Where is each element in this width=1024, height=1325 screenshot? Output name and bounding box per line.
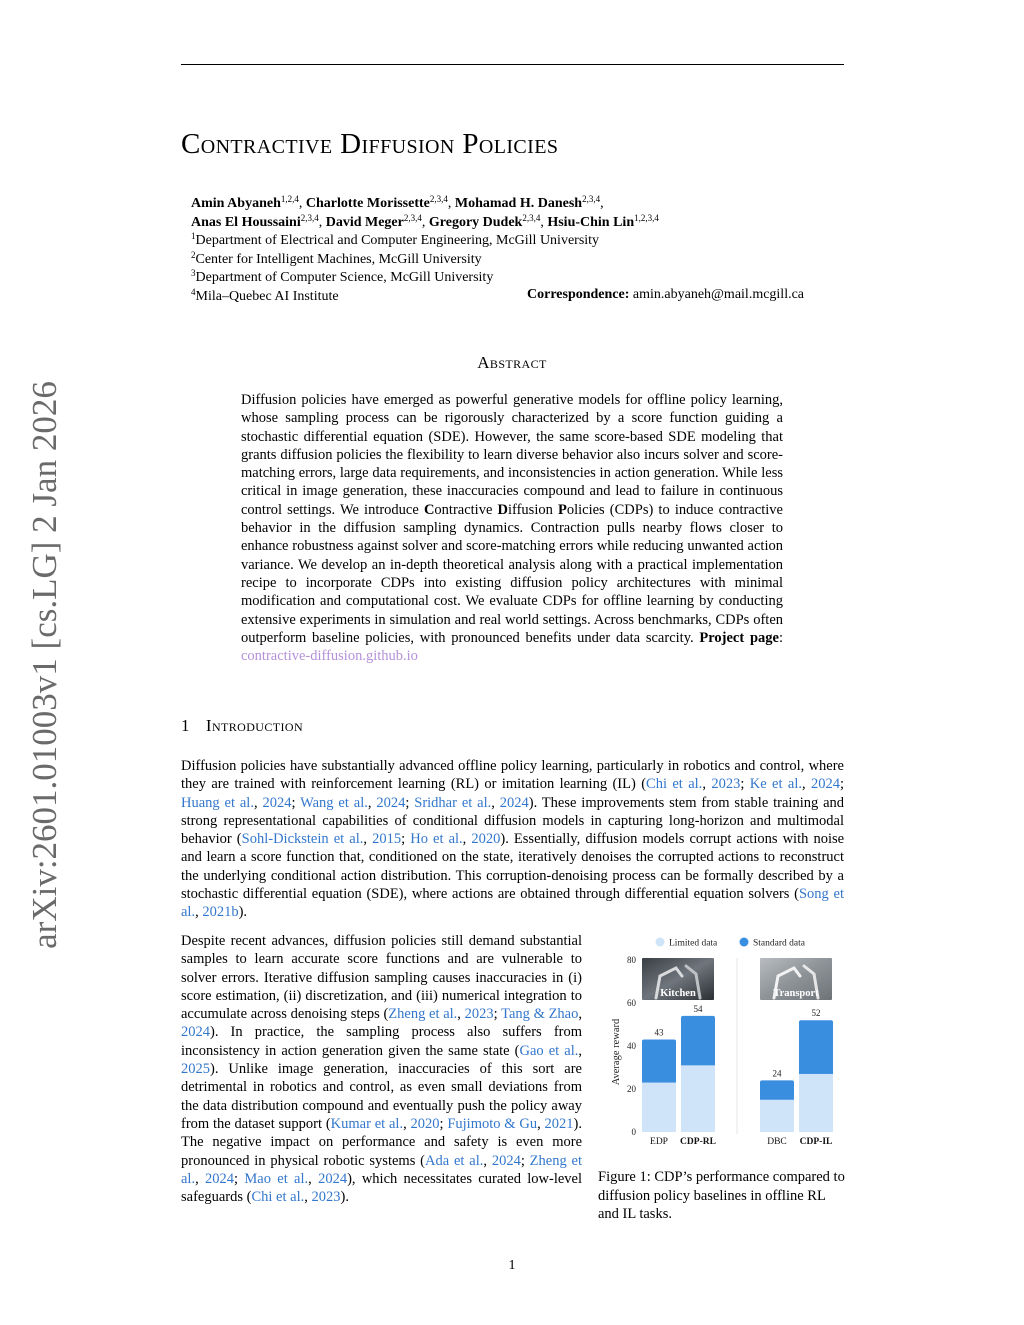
author-sep: , [298, 196, 306, 211]
task-thumbnail [760, 958, 832, 1000]
body-text: , [304, 1189, 312, 1206]
section-heading [181, 716, 303, 736]
citation-link[interactable]: 2020 [410, 1115, 440, 1132]
citation-link[interactable]: 2023 [464, 1006, 494, 1023]
author-affil-sup: 2,3,4 [300, 213, 319, 223]
author-sep: , [421, 215, 429, 230]
citation-link[interactable]: Gao et al. [519, 1042, 579, 1059]
author-affil-sup: 1,2,4 [280, 194, 299, 204]
citation-link[interactable]: 2024 [491, 1152, 521, 1169]
body-text: ; [234, 1170, 245, 1187]
citation-link[interactable]: Fujimoto & Gu [447, 1115, 538, 1132]
body-text: Despite recent advances, diffusion policies still demand substantial samples to learn accurate score functions and are vulnerable to solver errors. Iterative diffusion sampling causes inaccuracies in (i) score estimation, (ii) discretization, and (iii) numerical integration to accumulate across denoising steps ( [181, 933, 582, 1023]
header-rule [181, 64, 844, 65]
section-number: 1 [181, 716, 190, 735]
body-text: ; [405, 794, 415, 811]
legend-label: Standard data [753, 938, 805, 949]
affil-text: Department of Computer Science, McGill University [195, 270, 494, 286]
paper-title: Contractive Diffusion Policies [181, 128, 559, 160]
acronym-letter: C [423, 501, 435, 518]
author-affil-sup: 2,3,4 [429, 194, 448, 204]
author-name: Charlotte Morissette [305, 196, 430, 211]
y-tick-label: 20 [627, 1084, 636, 1094]
section-title: Introduction [205, 716, 304, 735]
body-text: ). [340, 1189, 349, 1206]
body-text: , [702, 776, 712, 793]
page-number: 1 [508, 1258, 516, 1273]
citation-link[interactable]: Sridhar et al. [414, 794, 492, 811]
x-tick-label: EDP [650, 1137, 668, 1147]
citation-link[interactable]: Sohl-Dickstein et al. [241, 831, 364, 848]
body-text: ; [401, 831, 411, 848]
citation-link[interactable]: Song et al. [181, 886, 844, 921]
author-affil-sup: 2,3,4 [403, 213, 422, 223]
citation-link[interactable]: 2015 [372, 831, 402, 848]
citation-link[interactable]: Chi et al. [251, 1189, 305, 1206]
citation-link[interactable]: 2021b [202, 904, 239, 921]
citation-link[interactable]: Kumar et al. [330, 1115, 404, 1132]
author-sep: , [318, 215, 326, 230]
data-label: 43 [654, 1027, 664, 1038]
author-affil-sup: 2,3,4 [582, 194, 601, 204]
project-page-label: Project page [699, 629, 779, 646]
abstract-text: iffusion [508, 501, 558, 518]
citation-link[interactable]: 2024 [205, 1170, 235, 1187]
author-line-2 [191, 213, 659, 232]
citation-link[interactable]: Chi et al. [646, 776, 703, 793]
citation-link[interactable]: 2024 [811, 776, 840, 793]
body-text: , [578, 1006, 582, 1023]
body-text: ). [238, 904, 248, 921]
body-text: ; [439, 1115, 448, 1132]
performance-bar-chart [598, 928, 844, 1150]
x-tick-labels [650, 1137, 832, 1147]
body-text: ). The negative impact on performance and safety is even more pronounced in physical robotic systems ( [181, 1115, 582, 1169]
correspondence [527, 287, 804, 303]
affiliation [191, 269, 659, 288]
y-axis-label: Average reward [611, 1018, 622, 1086]
author-sep: , [600, 196, 604, 211]
body-text: Diffusion policies have substantially advanced offline policy learning, particularly in robotics and control, where they are trained with reinforcement learning (RL) or imitation learning (IL) ( [181, 758, 844, 793]
correspondence-email[interactable]: amin.abyaneh@mail.mcgill.ca [632, 287, 805, 302]
x-tick-label: CDP-RL [680, 1137, 716, 1147]
affil-text: Mila–Quebec AI Institute [195, 288, 339, 304]
citation-link[interactable]: Ke et al. [749, 776, 802, 793]
body-text: , [367, 794, 377, 811]
x-tick-label: DBC [767, 1137, 787, 1147]
citation-link[interactable]: Zheng et al. [388, 1006, 458, 1023]
body-text: ; [840, 776, 845, 793]
citation-link[interactable]: 2021 [544, 1115, 574, 1132]
body-text: , [578, 1042, 582, 1059]
body-text: ). Essentially, diffusion models corrupt actions with noise and learn a score function that, conditioned on the state, iteratively denoises the corrupted actions to reconstruct the underlying conditional action distribution. This corruption-denoising process can be formally described by a stochastic differential equation (SDE), where actions are obtained through differential equation solvers ( [181, 831, 845, 903]
citation-link[interactable]: Huang et al. [181, 794, 254, 811]
body-text: , [195, 904, 203, 921]
body-text: , [801, 776, 811, 793]
author-sep: , [540, 215, 548, 230]
abstract-text: Diffusion policies have emerged as powerful generative models for offline policy learning, whose sampling process can be rigorously characterized by a score function guiding a stochastic differential equation (SDE). However, the same score-based SDE modeling that grants diffusion policies the flexibility to learn diverse behavior also incurs solver and score-matching errors, large data requirements, and inconsistencies in action generation. While less critical in image generation, these inaccuracies compound and lead to failure in continuous control settings. We introduce [241, 392, 783, 518]
affil-text: Center for Intelligent Machines, McGill University [195, 251, 482, 267]
arxiv-id: arXiv:2601.01003v1 [cs.LG] 2 Jan 2026 [25, 381, 65, 949]
abstract-text: ontractive [434, 501, 498, 518]
body-text: ; [740, 776, 750, 793]
citation-link[interactable]: Wang et al. [300, 794, 368, 811]
citation-link[interactable]: 2020 [471, 831, 501, 848]
legend-swatch [656, 938, 665, 947]
body-text: , [462, 831, 472, 848]
citation-link[interactable]: Tang & Zhao [501, 1006, 579, 1023]
y-tick-label: 40 [627, 1041, 636, 1051]
acronym-letter: P [557, 501, 567, 518]
affil-sup: 1 [191, 231, 196, 241]
body-text: , [457, 1006, 465, 1023]
intro-paragraph-2 [181, 932, 582, 1206]
body-text: , [537, 1115, 545, 1132]
body-text: , [491, 794, 500, 811]
author-name: Anas El Houssaini [191, 215, 301, 230]
y-tick-label: 0 [631, 1127, 636, 1137]
affil-text: Department of Electrical and Computer Engineering, McGill University [195, 233, 600, 248]
affil-sup: 2 [191, 249, 196, 260]
body-text: ). In practice, the sampling process also suffers from inconsistency in action generation given the same state ( [181, 1024, 582, 1059]
body-text: ). These improvements stem from stable training and strong representational capabilities of conditional diffusion models in capturing long-horizon and multimodal behavior ( [181, 794, 845, 848]
body-text: ; [291, 794, 301, 811]
citation-link[interactable]: 2025 [181, 1061, 210, 1078]
body-text: , [483, 1152, 492, 1169]
task-thumbnail [642, 958, 714, 1000]
figure-caption: Figure 1: CDP’s performance compared to diffusion policy baselines in offline RL and IL tasks. [598, 1169, 845, 1222]
intro-paragraph-1 [181, 757, 844, 922]
affil-sup: 3 [191, 268, 196, 279]
body-text: , [195, 1170, 206, 1187]
citation-link[interactable]: 2024 [262, 794, 292, 811]
affiliation [191, 232, 659, 251]
data-label: 24 [772, 1068, 782, 1079]
author-name: Gregory Dudek [428, 215, 523, 230]
bar-limited-data [799, 1074, 833, 1132]
citation-link[interactable]: Mao et al. [244, 1170, 309, 1187]
citation-link[interactable]: 2024 [376, 794, 406, 811]
body-text: ). Unlike image generation, inaccuracies of this sort are detrimental in robotics and control, as even small deviations from the data distribution compound and eventually push the policy away from the dataset support ( [181, 1061, 582, 1132]
body-text: , [253, 794, 263, 811]
body-text: , [308, 1170, 319, 1187]
bar-limited-data [760, 1100, 794, 1132]
acronym-letter: D [497, 501, 508, 518]
thumbnail-label: Kitchen [660, 988, 696, 999]
affiliation [191, 251, 659, 270]
body-text: , [403, 1115, 411, 1132]
abstract-text: (CDPs) to induce contractive behavior in the diffusion sampling dynamics. Contraction pulls nearby flows closer to enhance robustness against solver and score-matching errors while reducing unwanted action variance. We develop an in-depth theoretical analysis along with a practical implementation recipe to incorporate CDPs into existing diffusion policy architectures with minimal modification and computational cost. We evaluate CDPs for offline learning by conducting extensive experiments in simulation and real world settings. Across benchmarks, CDPs often outperform baseline policies, with pronounced benefits under data scarcity. [241, 501, 783, 646]
author-sep: , [447, 196, 455, 211]
abstract-body: Diffusion policies have emerged as powerful generative models for offline policy learning, whose sampling process can be rigorously characterized by a score function guiding a stochastic differential equation (SDE). However, the same score-based SDE modeling that grants diffusion policies the flexibility to learn diverse behavior also incurs solver and score-matching errors, large data requirements, and inconsistencies in action generation. While less critical in image generation, these inaccuracies compound and lead to failure in continuous control settings. We introduce Contractive Diffusion Policies (CDPs) to induce contractive behavior in the diffusion sampling dynamics. Contraction pulls nearby flows closer to enhance robustness against solver and score-matching errors while reducing unwanted action variance. We develop an in-depth theoretical analysis along with a practical implementation recipe to incorporate CDPs into existing diffusion policy architectures with minimal modification and computational cost. We evaluate CDPs for offline learning by conducting extensive experiments in simulation and real world settings. Across benchmarks, CDPs often outperform baseline policies, with pronounced benefits under data scarcity. Project page: contractive-diffusion.github.io [241, 392, 783, 665]
legend-swatch [740, 938, 749, 947]
y-axis [611, 955, 637, 1137]
author-name: Mohamad H. Danesh [454, 196, 583, 211]
legend-label: Limited data [669, 938, 718, 949]
data-label: 54 [693, 1003, 703, 1014]
project-page-link[interactable]: contractive-diffusion.github.io [241, 648, 418, 665]
citation-link[interactable]: 2024 [499, 794, 529, 811]
body-text: ), which necessitates curated low-level safeguards ( [181, 1170, 583, 1206]
author-line-1 [191, 194, 659, 213]
figure-1 [598, 928, 844, 1150]
citation-link[interactable]: 2023 [711, 776, 741, 793]
citation-link[interactable]: Zheng et al. [181, 1152, 583, 1187]
y-tick-label: 60 [627, 998, 636, 1008]
citation-link[interactable]: 2024 [318, 1170, 348, 1187]
author-name: David Meger [325, 215, 404, 230]
data-label: 52 [811, 1008, 821, 1019]
citation-link[interactable]: Ho et al. [410, 831, 463, 848]
y-tick-label: 80 [627, 955, 636, 965]
body-text: ; [520, 1152, 530, 1169]
correspondence-label: Correspondence: [527, 287, 630, 302]
x-tick-label: CDP-IL [799, 1137, 833, 1147]
chart-legend [656, 938, 806, 949]
arxiv-stamp [15, 381, 75, 949]
author-name: Hsiu-Chin Lin [547, 215, 635, 230]
body-text: ; [493, 1006, 502, 1023]
citation-link[interactable]: 2023 [311, 1189, 341, 1206]
affil-sup: 4 [191, 286, 196, 297]
abstract-heading: Abstract [477, 353, 547, 372]
body-text: , [363, 831, 373, 848]
bar-limited-data [681, 1065, 715, 1132]
citation-link[interactable]: Ada et al. [425, 1152, 484, 1169]
citation-link[interactable]: 2024 [181, 1024, 210, 1041]
thumbnail-label: Transport [773, 988, 819, 999]
author-name: Amin Abyaneh [191, 196, 281, 211]
author-affil-sup: 2,3,4 [522, 213, 541, 223]
bar-limited-data [642, 1083, 676, 1132]
author-affil-sup: 1,2,3,4 [634, 213, 659, 223]
abstract-text: olicies [566, 501, 605, 518]
